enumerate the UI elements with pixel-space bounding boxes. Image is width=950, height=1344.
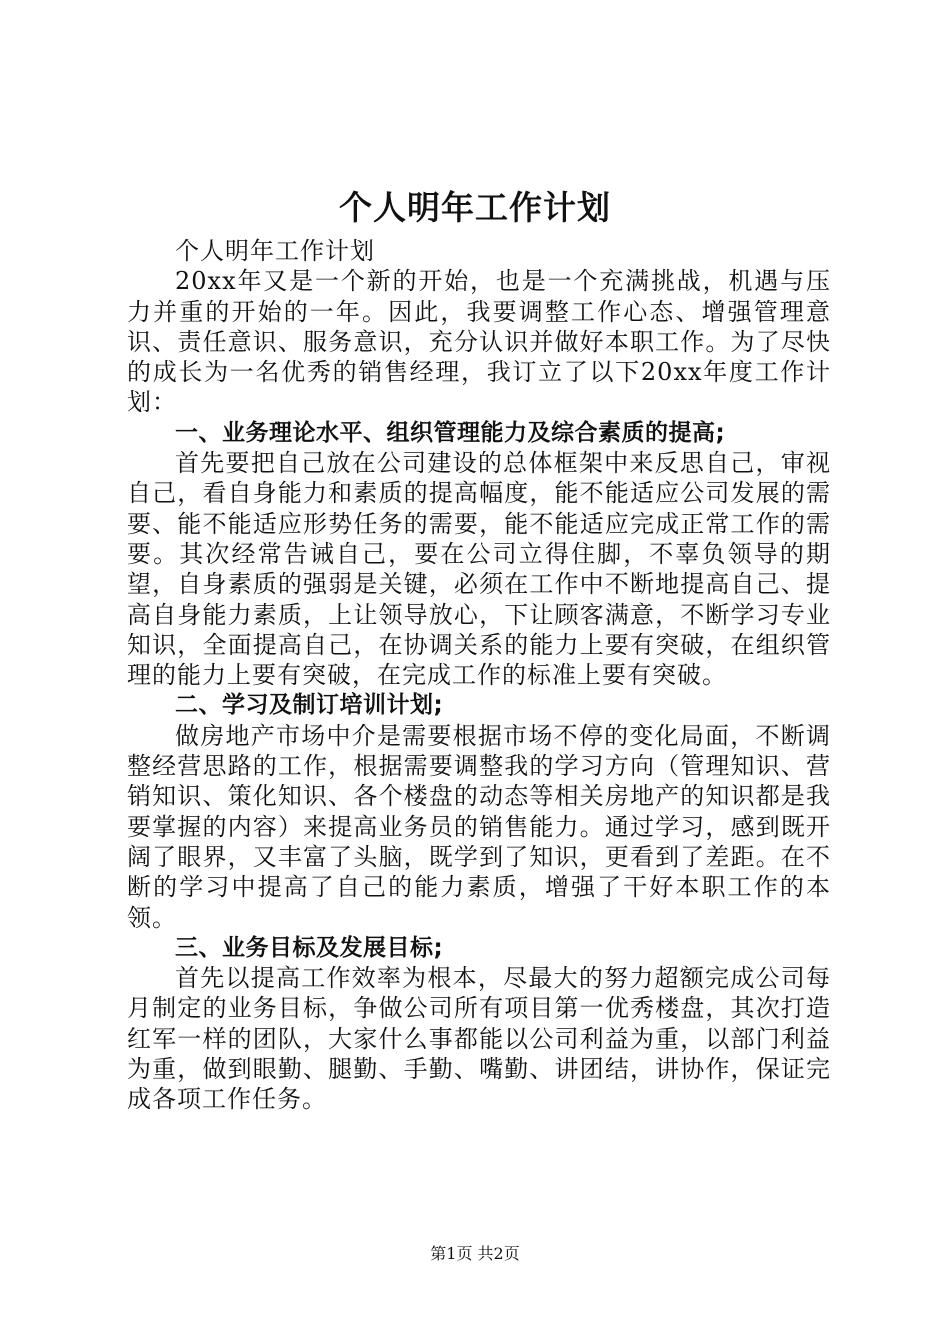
section-heading-2: 二、学习及制订培训计划; [175, 692, 444, 719]
intro-title-line: 个人明年工作计划 [175, 237, 375, 265]
intro-paragraph: 20xx年又是一个新的开始，也是一个充满挑战，机遇与压力并重的开始的一年。因此，我要调整工作心态、增强管理意识、责任意识、服务意识，充分认识并做好本职工作。为了尽快的成长为一名优秀的销售经理，我订立了以下20xx年度工作计划： [127, 267, 831, 417]
document-title: 个人明年工作计划 [339, 188, 611, 227]
section-paragraph-2: 做房地产市场中介是需要根据市场不停的变化局面，不断调整经营思路的工作，根据需要调整我的学习方向（管理知识、营销知识、策化知识、各个楼盘的动态等相关房地产的知识都是我要掌握的内容）来提高业务员的销售能力。通过学习，感到既开阔了眼界，又丰富了头脑，既学到了知识，更看到了差距。在不断的学习中提高了自己的能力素质，增强了干好本职工作的本领。 [127, 721, 831, 932]
section-heading-1: 一、业务理论水平、组织管理能力及综合素质的提高; [175, 419, 726, 446]
section-paragraph-1: 首先要把自己放在公司建设的总体框架中来反思自己，审视自己，看自身能力和素质的提高幅度，能不能适应公司发展的需要、能不能适应形势任务的需要，能不能适应完成正常工作的需要。其次经常告诫自己，要在公司立得住脚，不辜负领导的期望，自身素质的强弱是关键，必须在工作中不断地提高自己、提高自身能力素质，上让领导放心，下让顾客满意，不断学习专业知识，全面提高自己，在协调关系的能力上要有突破，在组织管理的能力上要有突破，在完成工作的标准上要有突破。 [127, 449, 831, 690]
section-paragraph-3: 首先以提高工作效率为根本，尽最大的努力超额完成公司每月制定的业务目标，争做公司所有项目第一优秀楼盘，其次打造红军一样的团队，大家什么事都能以公司利益为重，以部门利益为重，做到眼勤、腿勤、手勤、嘴勤、讲团结，讲协作，保证完成各项工作任务。 [127, 964, 831, 1114]
page-number-footer: 第1页 共2页 [430, 1244, 520, 1263]
document-body [127, 236, 831, 1115]
section-heading-3: 三、业务目标及发展目标; [175, 934, 444, 961]
